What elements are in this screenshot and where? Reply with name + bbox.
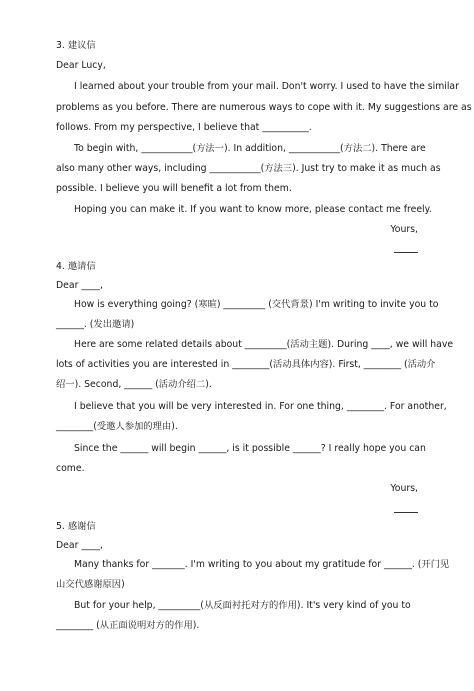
- section-3-line-3: follows. From my perspective, I believe that __________.: [56, 122, 312, 133]
- section-4-line-9: come.: [56, 463, 85, 474]
- section-5-line-4: ________ (从正面说明对方的作用).: [56, 620, 200, 631]
- section-3-line-6: possible. I believe you will benefit a lot from them.: [56, 183, 292, 194]
- section-5-heading: 5. 感谢信: [56, 521, 96, 532]
- section-4-line-5: 绍一). Second, ______ (活动介绍二).: [56, 379, 212, 390]
- section-4-signature-line: [394, 512, 418, 513]
- section-4-line-7: ________(受邀人参加的理由).: [56, 421, 178, 432]
- section-5-line-1: Many thanks for _______. I'm writing to you about my gratitude for ______. (开门见: [74, 559, 450, 570]
- section-4-line-3: Here are some related details about _________(活动主题). During ____, we will have: [74, 339, 454, 350]
- section-5-greeting: Dear ____,: [56, 540, 103, 551]
- section-4-line-6: I believe that you will be very interested in. For one thing, ________. For another,: [74, 401, 447, 412]
- section-5-line-2: 山交代感谢原因): [56, 579, 125, 590]
- section-3-line-2: problems as you before. There are numerous ways to cope with it. My suggestions are as: [56, 102, 472, 113]
- section-3-line-7: Hoping you can make it. If you want to know more, please contact me freely.: [74, 204, 432, 215]
- section-3-signature-line: [394, 252, 418, 253]
- section-4-line-4: lots of activities you are interested in ________(活动具体内容). First, ________ (活动介: [56, 359, 436, 370]
- section-3-heading: 3. 建议信: [56, 40, 96, 51]
- section-3-greeting: Dear Lucy,: [56, 60, 106, 71]
- section-5-line-3: But for your help, _________(从反面衬托对方的作用). It's very kind of you to: [74, 600, 411, 611]
- section-4-greeting: Dear ____,: [56, 280, 103, 291]
- section-3-line-4: To begin with, ___________(方法一). In addition, ___________(方法二). There are: [74, 143, 426, 154]
- section-4-line-2: ______. (发出邀请): [56, 319, 135, 330]
- section-4-line-1: How is everything going? (寒暄) _________ (交代背景) I'm writing to invite you to: [74, 299, 439, 310]
- section-3-line-1: I learned about your trouble from your mail. Don't worry. I used to have the similar: [74, 81, 459, 92]
- section-3-closing: Yours,: [390, 224, 418, 235]
- section-4-heading: 4. 邀请信: [56, 261, 96, 272]
- section-4-line-8: Since the ______ will begin ______, is it possible ______? I really hope you can: [74, 443, 426, 454]
- section-4-closing: Yours,: [390, 483, 418, 494]
- section-3-line-5: also many other ways, including ___________(方法三). Just try to make it as much as: [56, 163, 441, 174]
